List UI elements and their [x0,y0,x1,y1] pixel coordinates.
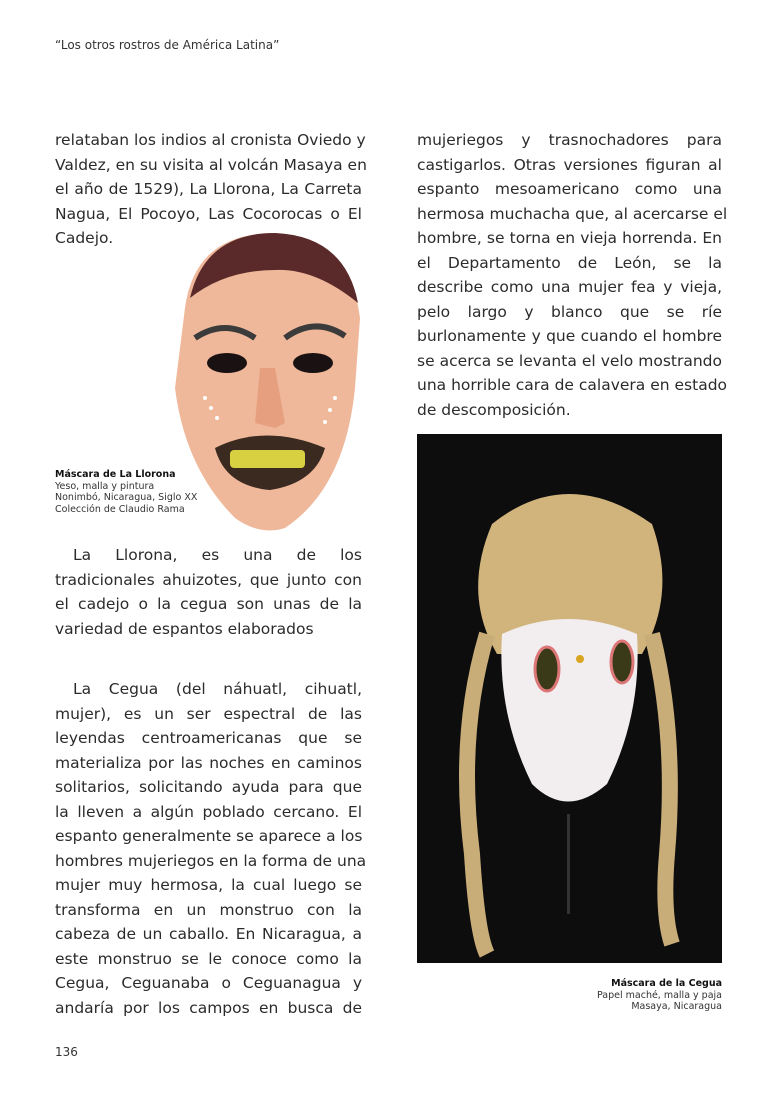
caption-title: Máscara de la Cegua [611,978,722,989]
text-line: hombre, se torna en vieja horrenda. En [417,229,722,247]
text-line: transforma en un monstruo con la [55,900,362,919]
text-line: describe como una mujer fea y vieja, [417,278,722,296]
text-line: hombres mujeriegos en la forma de una [55,851,367,870]
caption-title: Máscara de La Llorona [55,469,176,480]
text-line: espanto generalmente se aparece a los [55,827,363,845]
text-line: solitarios, solicitando ayuda para que [55,778,362,796]
text-line: de descomposición. [417,400,571,419]
text-line: mujer), es un ser espectral de las [55,704,362,723]
text-line: materializa por las noches en caminos [55,753,362,772]
text-line: mujeriegos y trasnochadores para [417,131,722,149]
cegua-caption [597,978,722,1013]
caption-line: Nonimbó, Nicaragua, Siglo XX [55,492,198,503]
text-line: Cegua, Ceguanaba o Ceguanagua y [55,974,362,992]
text-line: relataban los indios al cronista Oviedo y [55,131,366,149]
text-line: La Cegua (del náhuatl, cihuatl, [73,680,362,698]
text-line: La Llorona, es una de los [73,546,362,564]
right-paragraph-1 [417,128,728,422]
text-line: Valdez, en su visita al volcán Masaya en [55,155,367,174]
text-line: Cadejo. [55,229,114,247]
text-line: burlonamente y que cuando el hombre [417,327,722,345]
cegua-mask-image [417,434,722,963]
text-line: Nagua, El Pocoyo, Las Cocorocas o El [55,204,362,223]
text-line: la lleven a algún poblado cercano. El [55,802,362,821]
text-line: hermosa muchacha que, al acercarse el [417,204,728,223]
text-line: el Departamento de León, se la [417,253,722,272]
text-line: mujer muy hermosa, la cual luego se [55,876,362,894]
text-line: este monstruo se le conoce como la [55,949,362,968]
caption-line: Colección de Claudio Rama [55,503,185,515]
llorona-caption [55,469,197,515]
caption-line: Papel maché, malla y paja [596,989,722,1001]
text-line: se acerca se levanta el velo mostrando [417,351,722,370]
page-number: 136 [55,1045,78,1059]
text-line: castigarlos. Otras versiones figuran al [417,155,722,174]
text-line: una horrible cara de calavera en estado [417,376,728,394]
running-header: “Los otros rostros de América Latina” [55,38,280,52]
text-line: andaría por los campos en busca de [55,998,362,1017]
text-line: variedad de espantos elaborados [55,619,314,638]
left-paragraph-2 [55,543,362,641]
text-line: pelo largo y blanco que se ríe [417,302,722,321]
text-line: leyendas centroamericanas que se [55,729,362,747]
text-line: cabeza de un caballo. En Nicaragua, a [55,925,362,943]
text-line: tradicionales ahuizotes, que junto con [55,570,362,589]
caption-line: Yeso, malla y pintura [55,480,155,492]
text-line: espanto mesoamericano como una [417,180,722,198]
caption-line: Masaya, Nicaragua [631,1001,722,1012]
text-line: el cadejo o la cegua son unas de la [55,595,362,613]
text-line: el año de 1529), La Llorona, La Carreta [55,180,362,198]
left-paragraph-3 [55,677,367,1020]
